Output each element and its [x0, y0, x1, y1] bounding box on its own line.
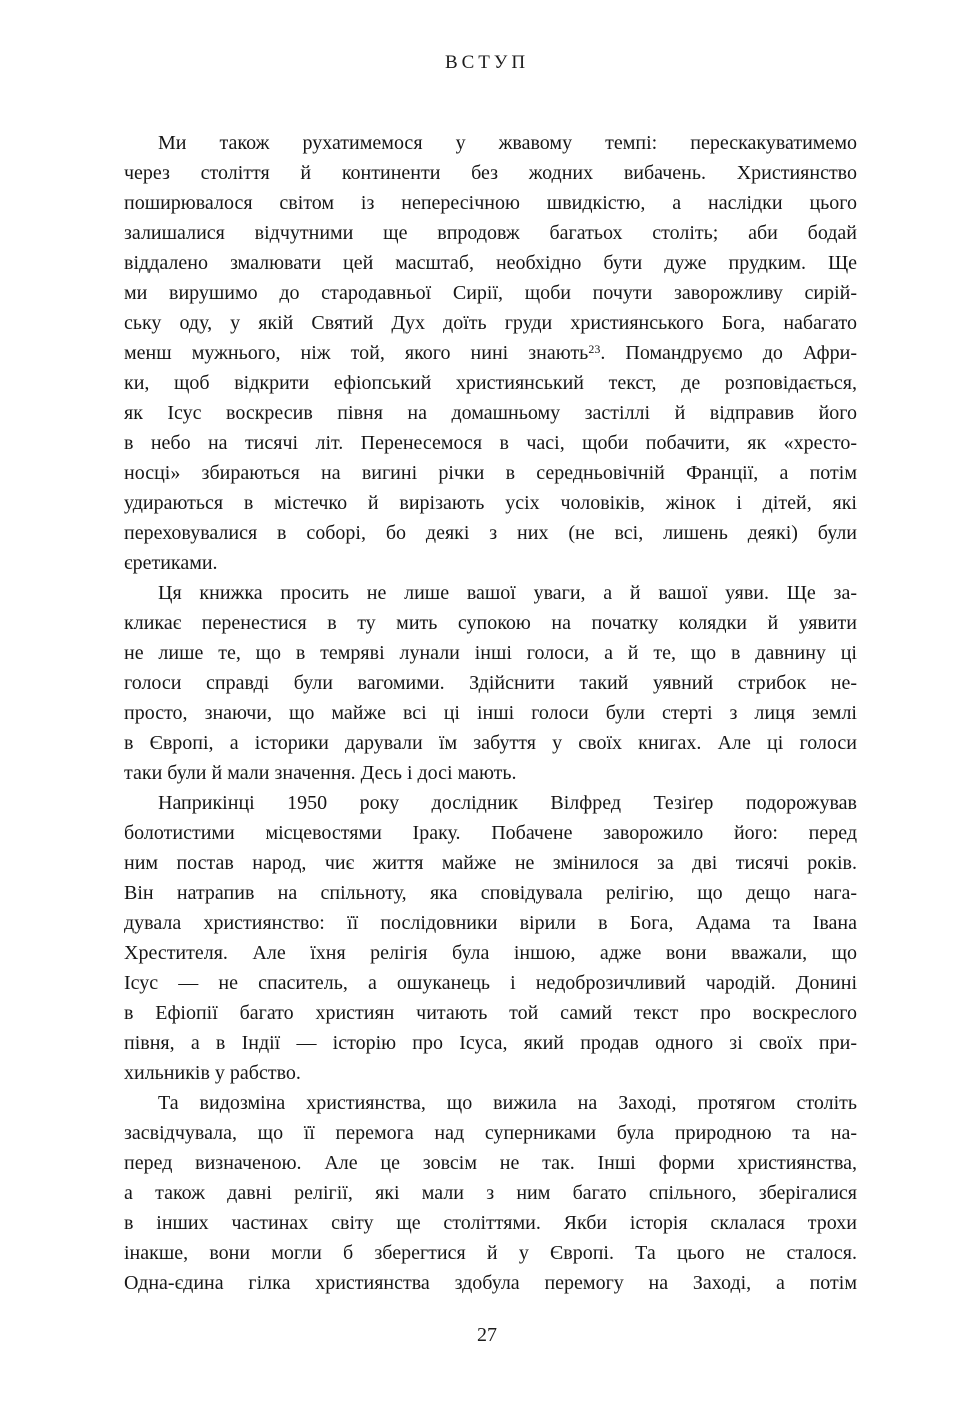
text-line: ми вирушимо до стародавньої Сирії, щоби почути заворожливу сирій-	[124, 282, 857, 304]
text-line: в інших частинах світу ще століттями. Якби історія склалася трохи	[124, 1212, 857, 1234]
text-line: Ця книжка просить не лише вашої уваги, а й вашої уяви. Ще за-	[158, 582, 857, 604]
text-line: єретиками.	[124, 552, 218, 574]
text-line: носці» збираються на вигині річки в середньовічній Франції, а потім	[124, 462, 857, 484]
text-line: Наприкінці 1950 року дослідник Вілфред Тезіґер подорожував	[158, 792, 857, 814]
text-line: таки були й мали значення. Десь і досі мають.	[124, 762, 517, 784]
text-line: удираються в містечко й вирізають усіх чоловіків, жінок і дітей, які	[124, 492, 857, 514]
text-line: кликає перенестися в ту мить супокою на початку колядки й уявити	[124, 612, 857, 634]
text-line: засвідчувала, що її перемога над суперниками була природною та на-	[124, 1122, 857, 1144]
text-line: болотистими місцевостями Іраку. Побачене заворожило його: перед	[124, 822, 857, 844]
text-line: як Ісус воскресив півня на домашньому застіллі й відправив його	[124, 402, 857, 424]
text-line: дувала християнство: її послідовники вірили в Бога, Адама та Івана	[124, 912, 857, 934]
chapter-header: ВСТУП	[444, 52, 530, 73]
text-line: голоси справді були вагомими. Здійснити такий уявний стрибок не-	[124, 672, 857, 694]
text-line: Ми також рухатимемося у жвавому темпі: перескакуватимемо	[158, 132, 857, 154]
text-line: ську оду, у якій Святий Дух доїть груди християнського Бога, набагато	[124, 312, 857, 334]
text-line: ним постав народ, чиє життя майже не змінилося за дві тисячі років.	[124, 852, 857, 874]
text-line: поширювалося світом із непересічною швидкістю, а наслідки цього	[124, 192, 857, 214]
text-line: перед визначеною. Але це зовсім не так. Інші форми християнства,	[124, 1152, 857, 1174]
text-line: віддалено змалювати цей масштаб, необхідно бути дуже прудким. Ще	[124, 252, 857, 274]
text-line: хильників у рабство.	[124, 1062, 301, 1084]
text-line: не лише те, що в темряві лунали інші голоси, а й те, що в давнину ці	[124, 642, 857, 664]
text-line: а також давні релігії, які мали з ним багато спільного, зберігалися	[124, 1182, 857, 1204]
text-line: в небо на тисячі літ. Перенесемося в часі, щоби побачити, як «хресто-	[124, 432, 857, 454]
text-line: Та видозміна християнства, що вижила на Заході, протягом століть	[158, 1092, 857, 1114]
text-line: Він натрапив на спільноту, яка сповідувала релігію, що дещо нага-	[124, 882, 857, 904]
footnote-reference: 23	[588, 342, 601, 356]
text-line: переховувалися в соборі, бо деякі з них (не всі, лишень деякі) були	[124, 522, 857, 544]
text-line: ки, щоб відкрити ефіопський християнський текст, де розповідається,	[124, 372, 857, 394]
text-line: в Європі, а історики дарували їм забуття у своїх книгах. Але ці голоси	[124, 732, 857, 754]
text-line: Одна-єдина гілка християнства здобула перемогу на Заході, а потім	[124, 1272, 857, 1294]
text-line: залишалися відчутними ще впродовж багатьох століть; аби бодай	[124, 222, 857, 244]
text-line: через століття й континенти без жодних вибачень. Християнство	[124, 162, 857, 184]
text-line: в Ефіопії багато християн читають той самий текст про воскреслого	[124, 1002, 857, 1024]
text-line: Ісус — не спаситель, а ошуканець і недоброзичливий чародій. Донині	[124, 972, 857, 994]
text-line: просто, знаючи, що майже всі ці інші голоси були стерті з лиця землі	[124, 702, 857, 724]
page-number: 27	[477, 1324, 497, 1346]
text-line: менш мужнього, ніж той, якого нині знають$^{23}$. Помандруємо до Афри-	[124, 342, 857, 364]
text-line: інакше, вони могли б зберегтися й у Європі. Та цього не сталося.	[124, 1242, 857, 1264]
text-line: півня, а в Індії — історію про Ісуса, який продав одного зі своїх при-	[124, 1032, 857, 1054]
text-block	[124, 128, 857, 1298]
text-line: Хрестителя. Але їхня релігія була іншою, адже вони вважали, що	[124, 942, 857, 964]
